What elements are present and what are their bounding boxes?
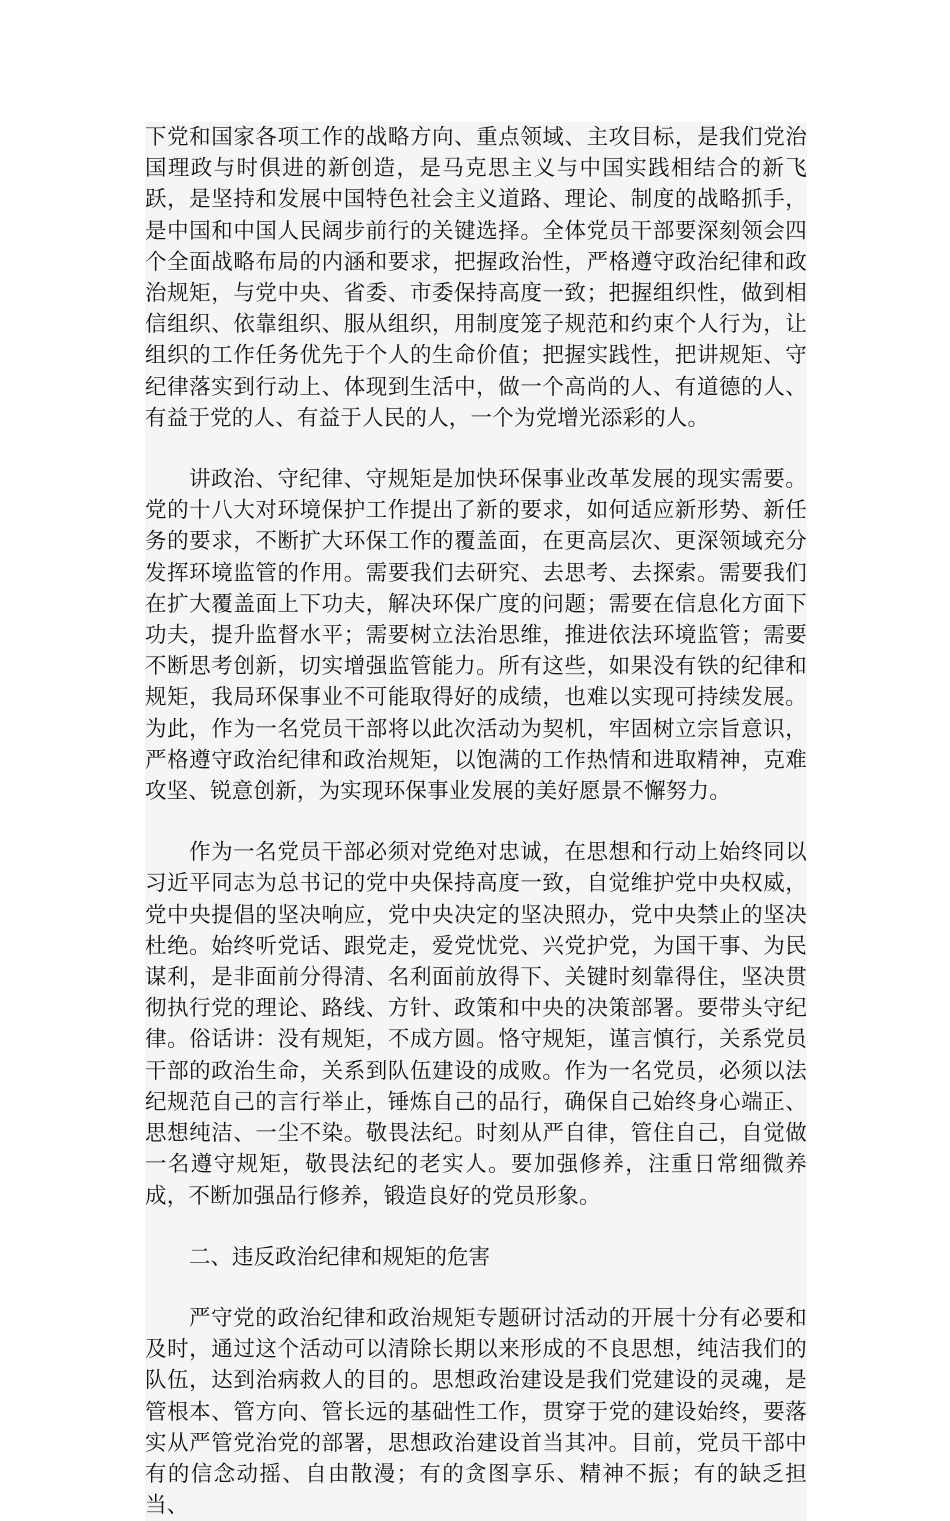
paragraph-gap bbox=[145, 434, 807, 464]
paragraph-gap bbox=[145, 1212, 807, 1242]
paragraph-2: 讲政治、守纪律、守规矩是加快环保事业改革发展的现实需要。党的十八大对环境保护工作提出了新的要求，如何适应新形势、新任务的要求，不断扩大环保工作的覆盖面，在更高层次、更深领域充分发挥环境监管的作用。需要我们去研究、去思考、去探索。需要我们在扩大覆盖面上下功夫，解决环保广度的问题；需要在信息化方面下功夫，提升监督水平；需要树立法治思维，推进依法环境监管；需要不断思考创新，切实增强监管能力。所有这些，如果没有铁的纪律和规矩，我局环保事业不可能取得好的成绩，也难以实现可持续发展。为此，作为一名党员干部将以此次活动为契机，牢固树立宗旨意识，严格遵守政治纪律和政治规矩，以饱满的工作热情和进取精神，克难攻坚、锐意创新，为实现环保事业发展的美好愿景不懈努力。 bbox=[145, 467, 807, 805]
paragraph-3: 作为一名党员干部必须对党绝对忠诚，在思想和行动上始终同以习近平同志为总书记的党中央保持高度一致，自觉维护党中央权威，党中央提倡的坚决响应，党中央决定的坚决照办，党中央禁止的坚决杜绝。始终听党话、跟党走，爱党忧党、兴党护党，为国干事、为民谋利，是非面前分得清、名利面前放得下、关键时刻靠得住，坚决贯彻执行党的理论、路线、方针、政策和中央的决策部署。要带头守纪律。俗话讲：没有规矩，不成方圆。恪守规矩，谨言慎行，关系党员干部的政治生命，关系到队伍建设的成败。作为一名党员，必须以法纪规范自己的言行举止，锤炼自己的品行，确保自己始终身心端正、思想纯洁、一尘不染。敬畏法纪。时刻从严自律，管住自己，自觉做一名遵守规矩，敬畏法纪的老实人。要加强修养，注重日常细微养成，不断加强品行修养，锻造良好的党员形象。 bbox=[145, 840, 807, 1209]
paragraph-gap bbox=[145, 1273, 807, 1303]
paragraph-gap bbox=[145, 807, 807, 837]
paragraph-1: 下党和国家各项工作的战略方向、重点领域、主攻目标，是我们党治国理政与时俱进的新创造，是马克思主义与中国实践相结合的新飞跃，是坚持和发展中国特色社会主义道路、理论、制度的战略抓手，是中国和中国人民阔步前行的关键选择。全体党员干部要深刻领会四个全面战略布局的内涵和要求，把握政治性，严格遵守政治纪律和政治规矩，与党中央、省委、市委保持高度一致；把握组织性，做到相信组织、依靠组织、服从组织，用制度笼子规范和约束个人行为，让组织的工作任务优先于个人的生命价值；把握实践性，把讲规矩、守纪律落实到行动上、体现到生活中，做一个高尚的人、有道德的人、有益于党的人、有益于人民的人，一个为党增光添彩的人。 bbox=[145, 125, 807, 431]
document-body bbox=[145, 122, 807, 1521]
section-heading: 二、违反政治纪律和规矩的危害 bbox=[189, 1244, 491, 1270]
paragraph-4: 严守党的政治纪律和政治规矩专题研讨活动的开展十分有必要和及时，通过这个活动可以清除长期以来形成的不良思想，纯洁我们的队伍，达到治病救人的目的。思想政治建设是我们党建设的灵魂，是管根本、管方向、管长远的基础性工作，贯穿于党的建设始终，要落实从严管党治党的部署，思想政治建设首当其冲。目前，党员干部中有的信念动摇、自由散漫；有的贪图享乐、精神不振；有的缺乏担当、 bbox=[145, 1305, 807, 1519]
